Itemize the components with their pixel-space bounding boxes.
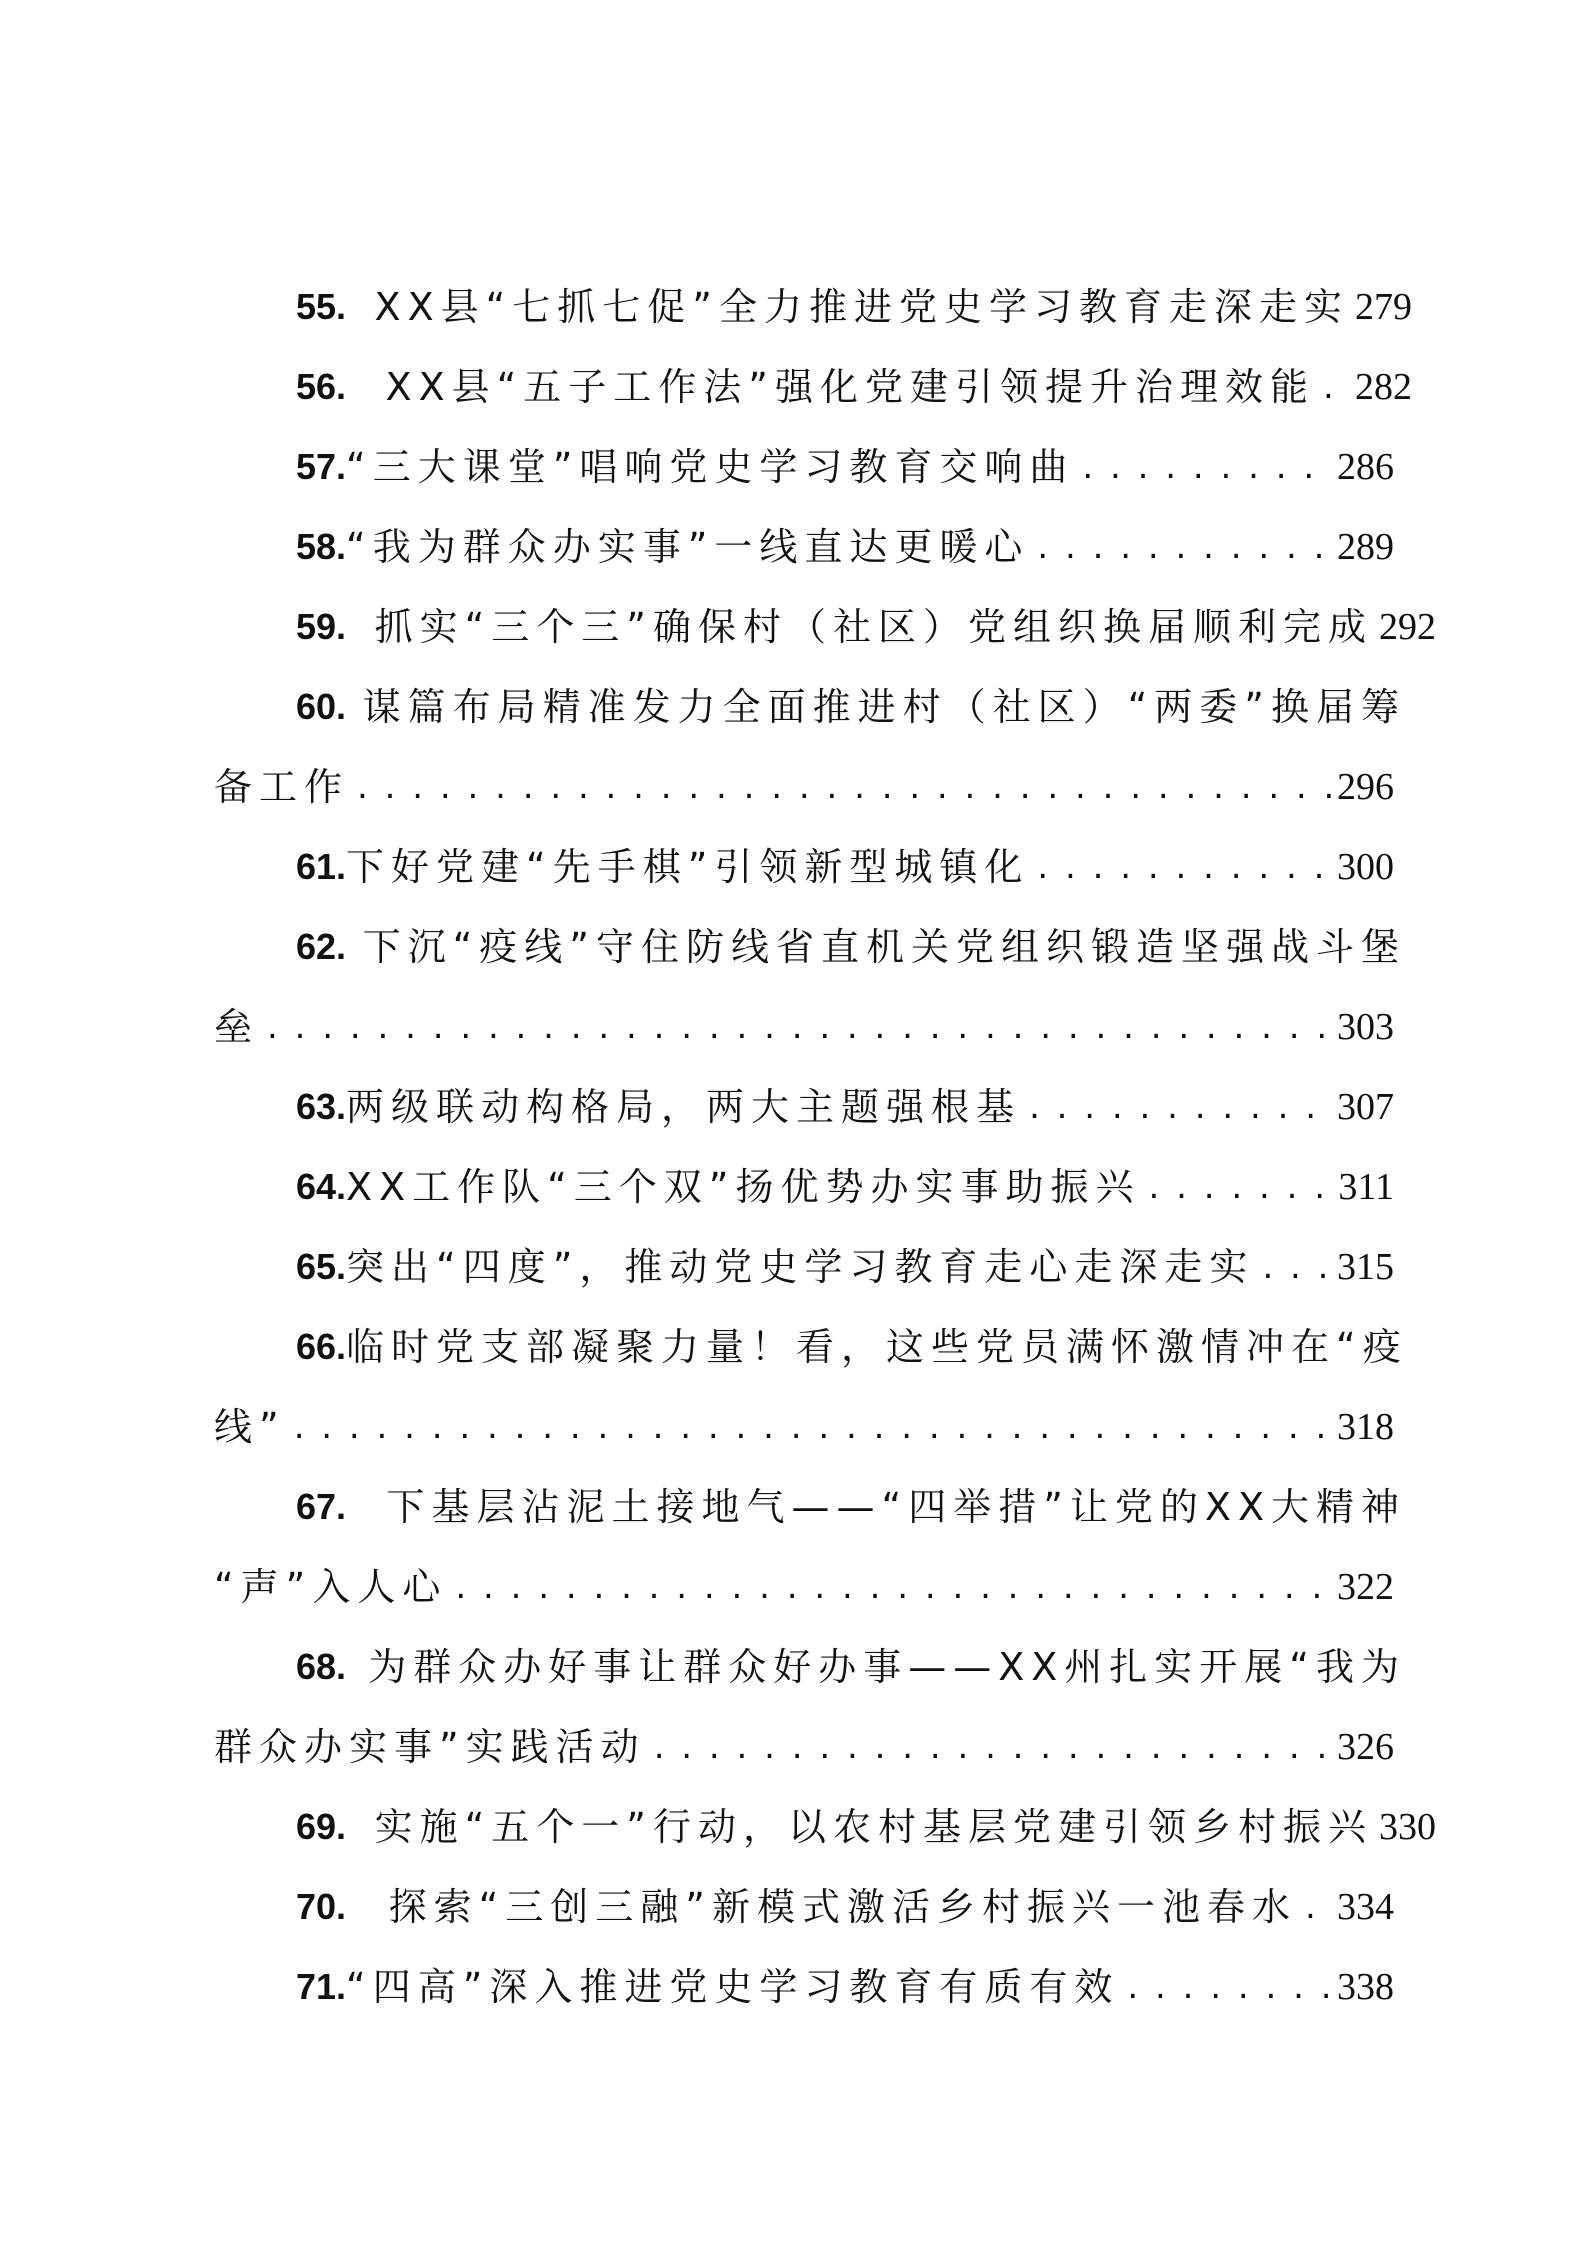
toc-entry[interactable] <box>296 1147 1394 1227</box>
entry-title: 临时党支部凝聚力量！看，这些党员满怀激情冲在“疫 <box>346 1325 1408 1369</box>
entry-number: 67. <box>296 1486 347 1527</box>
toc-entry[interactable] <box>296 1867 1394 1947</box>
toc-entry-continuation[interactable] <box>214 747 1394 827</box>
entry-title: XX县“七抓七促”全力推进党史学习教育走深走实 <box>374 285 1349 329</box>
dot-leader <box>1021 1067 1331 1147</box>
dot-leader <box>1029 827 1331 907</box>
entry-number: 64. <box>296 1166 347 1207</box>
entry-page-number: 303 <box>1337 1006 1394 1048</box>
toc-entry-continuation[interactable] <box>214 1707 1394 1787</box>
toc-entry[interactable] <box>296 1787 1436 1867</box>
dot-leader <box>1029 507 1331 587</box>
entry-title: 下沉“疫线”守住防线省直机关党组织锻造坚强战斗堡 <box>362 925 1406 969</box>
dot-leader <box>1119 1947 1331 2027</box>
toc-entry[interactable] <box>296 1947 1394 2027</box>
entry-title: 探索“三创三融”新模式激活乡村振兴一池春水 <box>388 1885 1297 1929</box>
entry-page-number: 300 <box>1337 846 1394 888</box>
entry-title: 两级联动构格局，两大主题强根基 <box>346 1085 1022 1129</box>
entry-title-continuation: 线” <box>214 1405 286 1449</box>
entry-page-number: 286 <box>1337 446 1394 488</box>
entry-number: 62. <box>296 926 347 967</box>
entry-page-number: 292 <box>1379 606 1436 648</box>
toc-entry[interactable] <box>296 587 1436 667</box>
toc-entry[interactable] <box>296 427 1394 507</box>
entry-page-number: 334 <box>1337 1886 1394 1928</box>
toc-entry-continuation[interactable] <box>214 1547 1394 1627</box>
entry-page-number: 296 <box>1337 766 1394 808</box>
dot-leader <box>1254 1227 1331 1307</box>
entry-number: 61. <box>296 846 347 887</box>
entry-number: 60. <box>296 686 347 727</box>
toc-entry[interactable] <box>296 827 1394 907</box>
entry-title: 突出“四度”，推动党史学习教育走心走深走实 <box>346 1245 1255 1289</box>
entry-title: 下基层沾泥土接地气——“四举措”让党的XX大精神 <box>386 1485 1406 1529</box>
toc-entry[interactable] <box>296 1067 1394 1147</box>
dot-leader <box>349 747 1331 827</box>
entry-page-number: 330 <box>1379 1806 1436 1848</box>
entry-page-number: 322 <box>1337 1566 1394 1608</box>
dot-leader <box>286 1387 1331 1467</box>
entry-title-continuation: 群众办实事”实践活动 <box>214 1725 646 1769</box>
toc-entry-continuation[interactable] <box>214 1387 1394 1467</box>
dot-leader <box>1315 347 1349 427</box>
entry-number: 59. <box>296 606 347 647</box>
entry-number: 56. <box>296 366 347 407</box>
entry-number: 70. <box>296 1886 347 1927</box>
entry-number: 55. <box>296 286 347 327</box>
dot-leader <box>646 1707 1331 1787</box>
entry-title: 下好党建“先手棋”引领新型城镇化 <box>346 845 1030 889</box>
entry-title: XX县“五子工作法”强化党建引领提升治理效能 <box>385 365 1315 409</box>
dot-leader <box>259 987 1331 1067</box>
entry-title: 谋篇布局精准发力全面推进村（社区）“两委”换届筹 <box>362 685 1406 729</box>
entry-title: “我为群众办实事”一线直达更暖心 <box>346 525 1030 569</box>
toc-entry[interactable] <box>296 507 1394 587</box>
entry-page-number: 315 <box>1337 1246 1394 1288</box>
entry-number: 66. <box>296 1326 347 1367</box>
entry-page-number: 279 <box>1355 286 1412 328</box>
toc-entry[interactable] <box>296 1307 1406 1387</box>
entry-title-continuation: 垒 <box>214 1005 260 1049</box>
entry-number: 68. <box>296 1646 347 1687</box>
toc-entry[interactable] <box>296 667 1406 747</box>
entry-number: 71. <box>296 1966 347 2007</box>
toc-entry[interactable] <box>296 1627 1406 1707</box>
entry-number: 65. <box>296 1246 347 1287</box>
entry-page-number: 318 <box>1337 1406 1394 1448</box>
entry-title-continuation: 备工作 <box>214 765 350 809</box>
toc-entry[interactable] <box>296 907 1406 987</box>
entry-title: XX工作队“三个双”扬优势办实事助振兴 <box>346 1165 1141 1209</box>
toc-entry[interactable] <box>296 1467 1406 1547</box>
entry-page-number: 338 <box>1337 1966 1394 2008</box>
entry-number: 58. <box>296 526 347 567</box>
entry-number: 69. <box>296 1806 347 1847</box>
entry-title: 抓实“三个三”确保村（社区）党组织换届顺利完成 <box>374 605 1373 649</box>
entry-title: 为群众办好事让群众好办事——XX州扎实开展“我为 <box>368 1645 1406 1689</box>
entry-page-number: 289 <box>1337 526 1394 568</box>
entry-page-number: 282 <box>1355 366 1412 408</box>
dot-leader <box>1297 1867 1331 1947</box>
entry-number: 57. <box>296 446 347 487</box>
entry-page-number: 326 <box>1337 1726 1394 1768</box>
toc-entry-continuation[interactable] <box>214 987 1394 1067</box>
entry-page-number: 307 <box>1337 1086 1394 1128</box>
entry-title: “四高”深入推进党史学习教育有质有效 <box>346 1965 1120 2009</box>
entry-title: 实施“五个一”行动，以农村基层党建引领乡村振兴 <box>374 1805 1373 1849</box>
toc-entry[interactable] <box>296 347 1412 427</box>
toc-entry[interactable] <box>296 1227 1394 1307</box>
dot-leader <box>1141 1147 1333 1227</box>
entry-number: 63. <box>296 1086 347 1127</box>
entry-title: “三大课堂”唱响党史学习教育交响曲 <box>346 445 1075 489</box>
entry-title-continuation: “声”入人心 <box>214 1565 448 1609</box>
dot-leader <box>1074 427 1331 507</box>
dot-leader <box>447 1547 1331 1627</box>
toc-entry[interactable] <box>296 267 1412 347</box>
entry-page-number: 311 <box>1338 1166 1394 1208</box>
